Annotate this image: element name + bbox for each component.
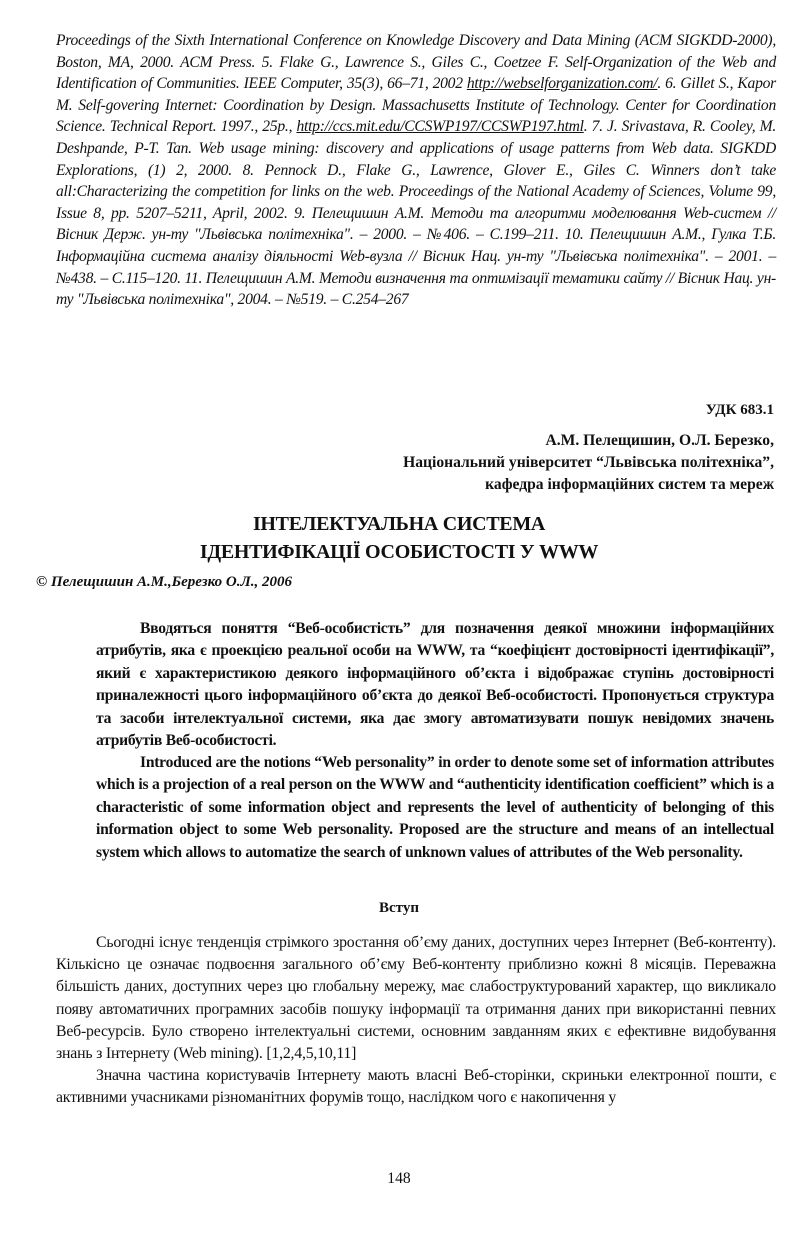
body-paragraph: Сьогодні існує тенденція стрімкого зростання об’єму даних, доступних через Інтернет (Веб-контенту). Кількісно це означає подвоєння загального об’єму Веб-контенту приблизно кожні 8 місяців. Переважна більшість даних, доступних через цю глобальну мережу, має слабоструктурований характер, що викликало появу автоматичних програмних засобів пошуку інформації та отримання даних при використанні певних Веб-ресурсів. Було створено інтелектуальні системи, основним завданням яких є ефективне видобування знань з Інтернету (Web mining). [1,2,4,5,10,11]: [56, 934, 776, 1063]
author-block: [403, 430, 774, 496]
copyright-notice: © Пелещишин А.М.,Березко О.Л., 2006: [36, 574, 293, 590]
paper-title-line-2: ІДЕНТИФІКАЦІЇ ОСОБИСТОСТІ У WWW: [199, 541, 599, 563]
abstract-english: [96, 752, 774, 864]
affiliation-university: Національний університет “Львівська політехніка”,: [403, 454, 774, 471]
section-heading-introduction: Вступ: [379, 900, 419, 916]
page-number: 148: [387, 1170, 411, 1187]
references-text-3: . 7. J. Srivastava, R. Cooley, M. Deshpande, P-T. Tan. Web usage mining: discovery and applications of usage patterns from Web data. SIGKDD Explorations, (1) 2, 2000. 8. Pennock D., Flake G., Lawrence, Glover E., Giles C. Winners don’t take all:Characterizing the competition for links on the web. Proceedings of the National Academy of Sciences, Volume 99, Issue 8, pp. 5207–5211, April, 2002. 9. Пелещишин А.М. Методи та алгоритми моделювання Web-систем // Вісник Держ. ун-ту "Львівська політехніка". – 2000. – №406. – С.199–211. 10. Пелещишин А.М., Гулка Т.Б. Інформаційна система аналізу діяльності Web-вузла // Вісник Нац. ун-ту "Львівська політехніка". – 2001. – №438. – С.115–120. 11. Пелещишин А.М. Методи визначення та оптимізації тематики сайту // Вісник Нац. ун-ту "Львівська політехніка", 2004. – №519. – С.254–267: [56, 118, 776, 309]
abstract-ukrainian: [96, 618, 774, 752]
references-continued: [56, 30, 776, 311]
author-names: А.М. Пелещишин, О.Л. Березко,: [545, 432, 774, 449]
references-text-1: Proceedings of the Sixth International Conference on Knowledge Discovery and Data Mining (ACM SIGKDD-2000), Boston, MA, 2000. ACM Press. 5. Flake G., Lawrence S., Giles C., Coetzee F. Self-Organization of the Web and Identification of Communities. IEEE Computer, 35(3), 66–71, 2002: [56, 32, 776, 93]
paper-title: [0, 510, 798, 566]
paper-title-line-1: ІНТЕЛЕКТУАЛЬНА СИСТЕМА: [252, 513, 546, 535]
abstract-english-text: Introduced are the notions “Web personality” in order to denote some set of information attributes which is a projection of a real person on the WWW and “authenticity identification coefficient” which is a characteristic of some information object and represents the level of authenticity of belonging of this information object to some Web personality. Proposed are the structure and means of an intellectual system which allows to automatize the search of unknown values of attributes of the Web personality.: [96, 754, 774, 861]
affiliation-department: кафедра інформаційних систем та мереж: [485, 476, 774, 493]
introduction-body: [56, 932, 776, 1110]
abstract-ukrainian-text: Вводяться поняття “Веб-особистість” для позначення деякої множини інформаційних атрибутів, яка є проекцією реальної особи на WWW, та “коефіцієнт достовірності ідентифікації”, який є характеристикою деякого інформаційного об’єкта і відображає ступінь достовірності приналежності цього інформаційного об’єкта до деякої Веб-особистості. Пропонується структура та засоби інтелектуальної системи, яка дає змогу автоматизувати пошук невідомих значень атрибутів Веб-особистості.: [96, 620, 774, 750]
reference-link-ccs-mit[interactable]: http://ccs.mit.edu/CCSWP197/CCSWP197.html: [296, 118, 584, 136]
reference-link-webselforganization[interactable]: http://webselforganization.com/: [466, 75, 658, 93]
references-text-2: . 6. Gillet S., Kapor M. Self-govering Internet: Coordination by Design. Massachusetts Institute of Technology. Center for Coordination Science. Technical Report. 1997., 25p.,: [56, 75, 777, 136]
udk-code: УДК 683.1: [705, 402, 774, 418]
body-paragraph: Значна частина користувачів Інтернету мають власні Веб-сторінки, скриньки електронної пошти, є активними учасниками різноманітних форумів тощо, наслідком чого є накопичення у: [56, 1067, 776, 1107]
